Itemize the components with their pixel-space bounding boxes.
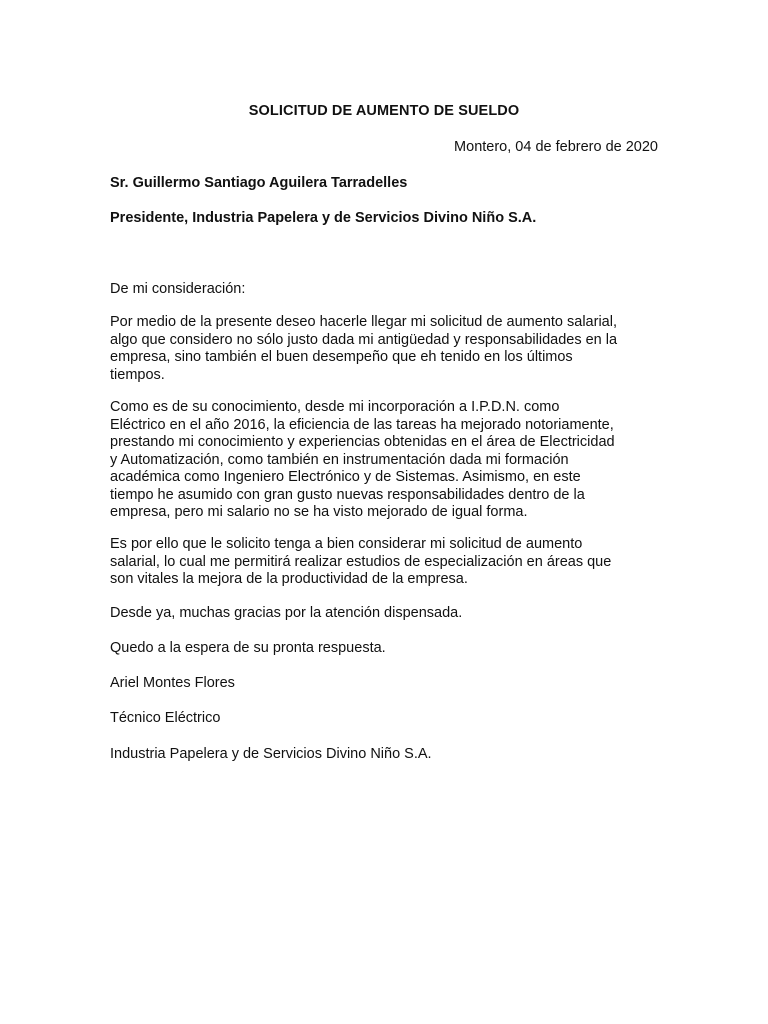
paragraph-line: Es por ello que le solicito tenga a bien considerar mi solicitud de aumento — [110, 536, 583, 552]
paragraph-line: Por medio de la presente deseo hacerle llegar mi solicitud de aumento salarial, — [110, 314, 617, 330]
paragraph-line: algo que considero no sólo justo dada mi antigüedad y responsabilidades en la — [110, 331, 618, 348]
paragraph-line: tiempo he asumido con gran gusto nuevas responsabilidades dentro de la — [110, 486, 585, 503]
paragraph-line: tiempos. — [110, 366, 165, 383]
paragraph-line: y Automatización, como también en instrumentación dada mi formación — [110, 451, 569, 468]
paragraph-line: académica como Ingeniero Electrónico y de Sistemas. Asimismo, en este — [110, 469, 581, 485]
paragraph-request — [110, 314, 670, 384]
closing-thanks: Desde ya, muchas gracias por la atención dispensada. — [110, 605, 463, 621]
paragraph-line: Como es de su conocimiento, desde mi incorporación a I.P.D.N. como — [110, 399, 560, 415]
paragraph-line: Eléctrico en el año 2016, la eficiencia de las tareas ha mejorado notoriamente, — [110, 416, 614, 433]
closing-wait: Quedo a la espera de su pronta respuesta. — [110, 640, 386, 656]
paragraph-line: salarial, lo cual me permitirá realizar estudios de especialización en áreas que — [110, 553, 612, 570]
signature-name: Ariel Montes Flores — [110, 675, 235, 691]
paragraph-background — [110, 399, 670, 522]
signature-company: Industria Papelera y de Servicios Divino Niño S.A. — [110, 746, 432, 762]
paragraph-line: empresa, sino también el buen desempeño que eh tenido en los últimos — [110, 349, 573, 365]
signature-role: Técnico Eléctrico — [110, 710, 221, 726]
paragraph-line: prestando mi conocimiento y experiencias obtenidas en el área de Electricidad — [110, 434, 615, 450]
recipient-name: Sr. Guillermo Santiago Aguilera Tarradelles — [110, 175, 408, 191]
paragraph-justification — [110, 536, 670, 589]
recipient-position: Presidente, Industria Papelera y de Servicios Divino Niño S.A. — [110, 210, 537, 226]
paragraph-line: son vitales la mejora de la productividad de la empresa. — [110, 571, 468, 587]
letter-date: Montero, 04 de febrero de 2020 — [454, 139, 658, 155]
paragraph-line: empresa, pero mi salario no se ha visto mejorado de igual forma. — [110, 504, 528, 520]
letter-title: SOLICITUD DE AUMENTO DE SUELDO — [248, 103, 520, 119]
salutation: De mi consideración: — [110, 281, 246, 297]
